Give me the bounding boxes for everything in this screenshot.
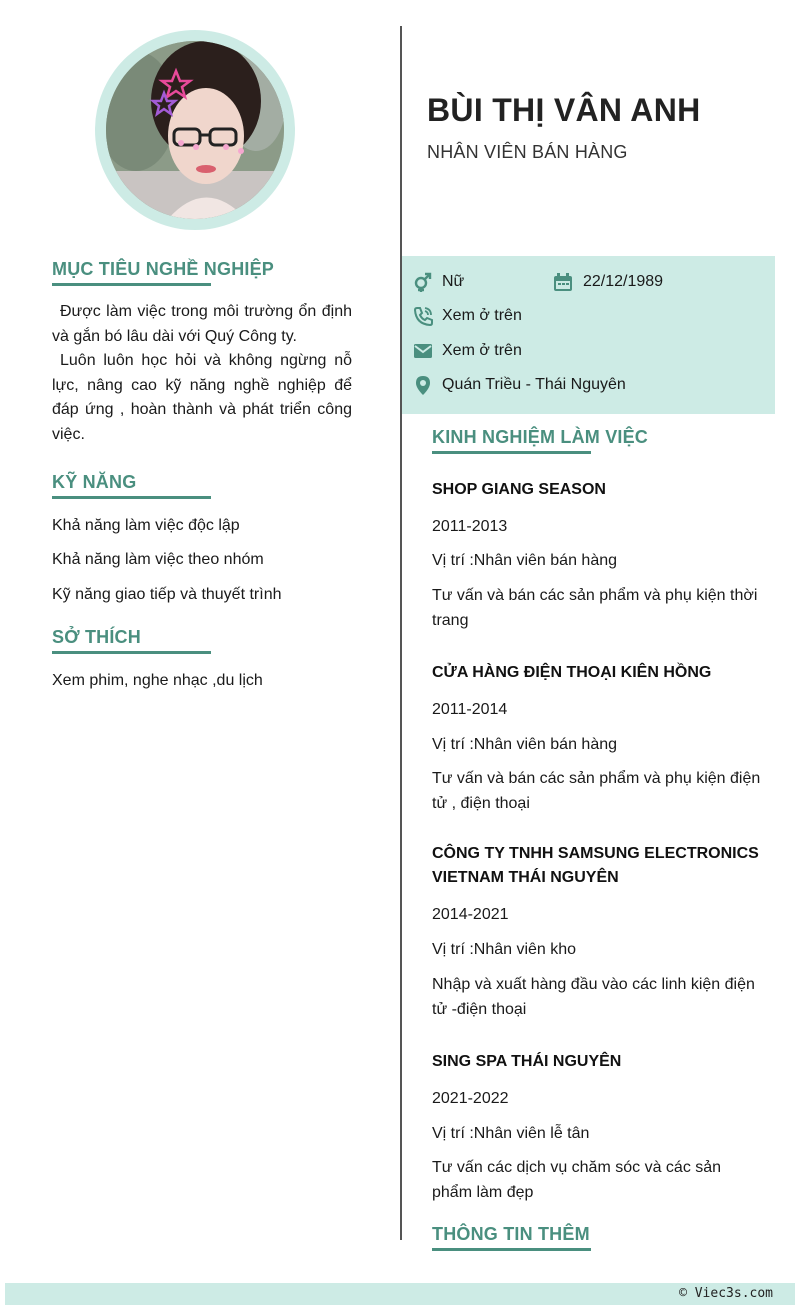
job-position: Vị trí :Nhân viên lễ tân bbox=[432, 1125, 590, 1142]
experience-underline bbox=[432, 451, 591, 454]
job-period: 2011-2013 bbox=[432, 518, 508, 535]
skill-item: Khả năng làm việc độc lập bbox=[52, 517, 240, 534]
skill-item: Kỹ năng giao tiếp và thuyết trình bbox=[52, 586, 282, 603]
address-value: Quán Triều - Thái Nguyên bbox=[442, 376, 626, 393]
job-position: Vị trí :Nhân viên bán hàng bbox=[432, 552, 618, 569]
email-value: Xem ở trên bbox=[442, 342, 522, 359]
calendar-icon bbox=[553, 272, 573, 292]
job-company: CỬA HÀNG ĐIỆN THOẠI KIÊN HỒNG bbox=[432, 664, 712, 681]
avatar bbox=[106, 41, 284, 219]
avatar-photo bbox=[106, 41, 284, 219]
gender-value: Nữ bbox=[442, 273, 465, 290]
skill-item: Khả năng làm việc theo nhóm bbox=[52, 551, 264, 568]
email-icon bbox=[413, 341, 433, 361]
job-company: CÔNG TY TNHH SAMSUNG ELECTRONICS VIETNAM THÁI NGUYÊN bbox=[432, 845, 759, 886]
objective-text bbox=[52, 300, 352, 448]
skills-underline bbox=[52, 496, 211, 499]
footer-bar bbox=[5, 1283, 795, 1305]
job-period: 2014-2021 bbox=[432, 906, 509, 923]
contact-panel bbox=[402, 256, 775, 414]
experience-title: KINH NGHIỆM LÀM VIỆC bbox=[432, 427, 649, 447]
profile-role: NHÂN VIÊN BÁN HÀNG bbox=[427, 142, 628, 162]
hobby-item: Xem phim, nghe nhạc ,du lịch bbox=[52, 672, 263, 689]
objective-title: MỤC TIÊU NGHỀ NGHIỆP bbox=[52, 259, 275, 279]
birthday-value: 22/12/1989 bbox=[583, 273, 664, 290]
job-description: Tư vấn các dịch vụ chăm sóc và các sản phẩm làm đẹp bbox=[432, 1159, 722, 1201]
phone-value: Xem ở trên bbox=[442, 307, 522, 324]
hobbies-underline bbox=[52, 651, 211, 654]
objective-paragraph: Luôn luôn học hỏi và không ngừng nỗ lực, nâng cao kỹ năng nghề nghiệp để đáp ứng , hoàn thành và phát triển công việc. bbox=[52, 352, 352, 443]
skills-title: KỸ NĂNG bbox=[52, 472, 137, 492]
location-pin-icon bbox=[413, 375, 433, 395]
phone-icon bbox=[413, 306, 433, 326]
job-company: SING SPA THÁI NGUYÊN bbox=[432, 1053, 622, 1070]
footer-credit: © Viec3s.com bbox=[679, 1286, 773, 1301]
job-position: Vị trí :Nhân viên bán hàng bbox=[432, 736, 618, 753]
gender-icon bbox=[413, 272, 433, 292]
hobbies-title: SỞ THÍCH bbox=[52, 627, 141, 647]
additional-title: THÔNG TIN THÊM bbox=[432, 1224, 590, 1244]
objective-underline bbox=[52, 283, 211, 286]
additional-underline bbox=[432, 1248, 591, 1251]
job-description: Tư vấn và bán các sản phẩm và phụ kiện thời trang bbox=[432, 587, 758, 629]
job-position: Vị trí :Nhân viên kho bbox=[432, 941, 577, 958]
job-period: 2011-2014 bbox=[432, 701, 508, 718]
job-company: SHOP GIANG SEASON bbox=[432, 481, 606, 498]
job-description: Tư vấn và bán các sản phẩm và phụ kiện điện tử , điện thoại bbox=[432, 770, 761, 812]
job-period: 2021-2022 bbox=[432, 1090, 509, 1107]
job-description: Nhập và xuất hàng đầu vào các linh kiện điện tử -điện thoại bbox=[432, 976, 755, 1018]
objective-paragraph: Được làm việc trong môi trường ổn định và gắn bó lâu dài với Quý Công ty. bbox=[52, 303, 352, 345]
column-divider bbox=[400, 26, 402, 1240]
profile-name: BÙI THỊ VÂN ANH bbox=[427, 92, 701, 128]
